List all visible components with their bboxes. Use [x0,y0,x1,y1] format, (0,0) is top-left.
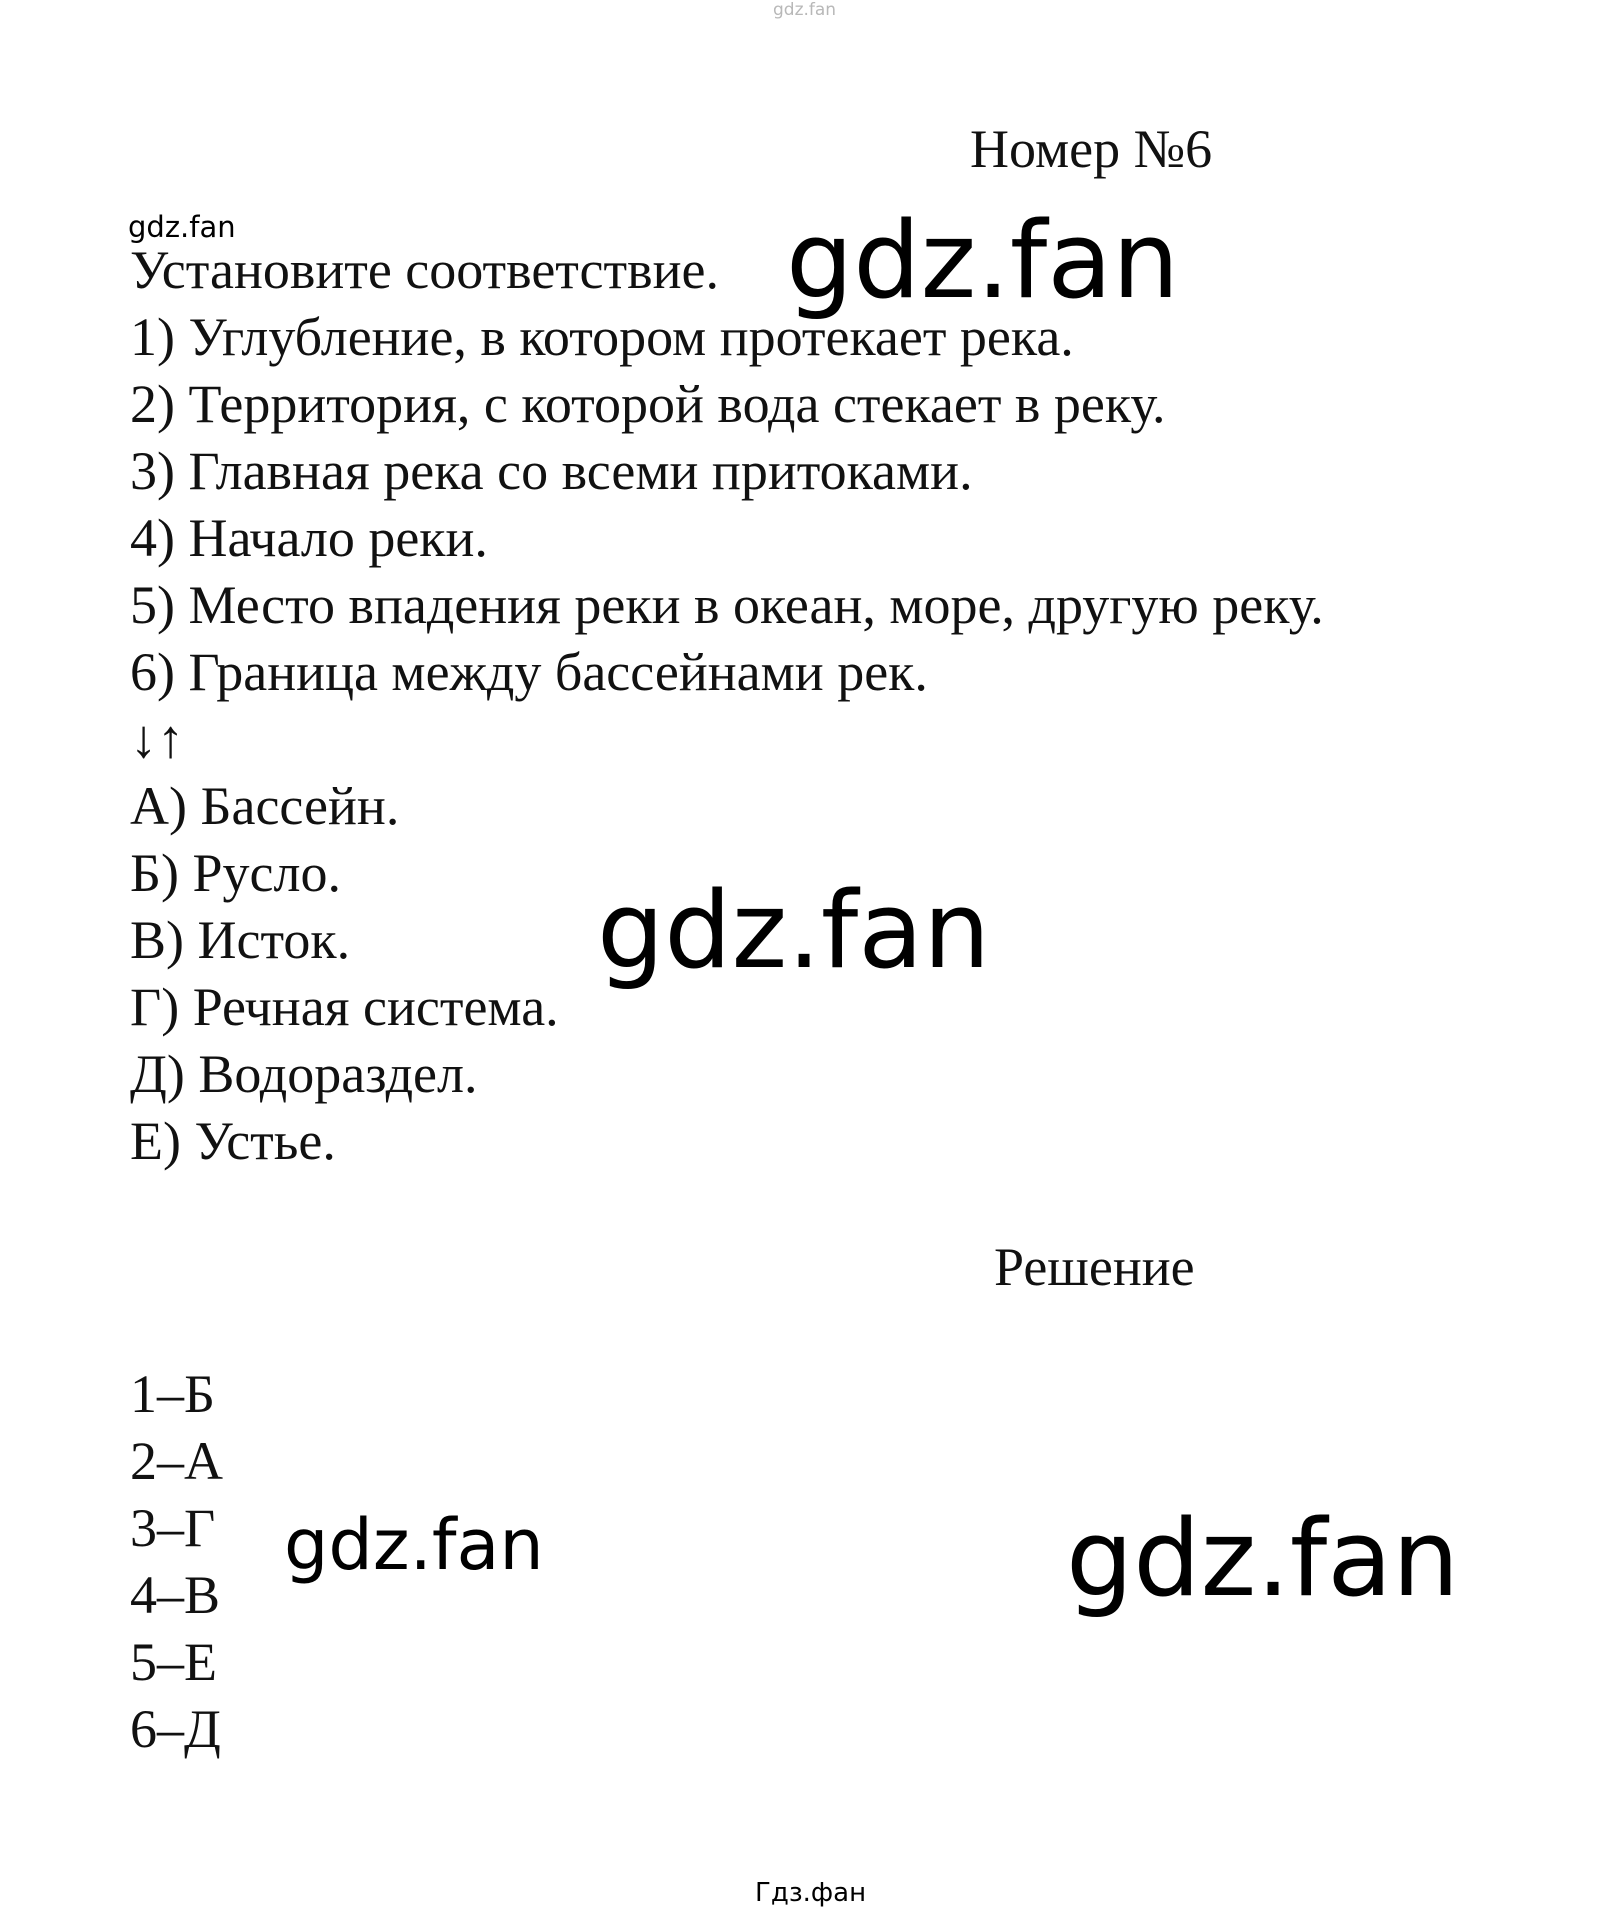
option-item: Е) Устье. [130,1111,336,1171]
answer-item: 6–Д [130,1699,221,1759]
option-item: А) Бассейн. [130,776,400,836]
task-item: 2) Территория, с которой вода стекает в реку. [130,374,1166,434]
task-block [130,237,1324,1175]
answer-item: 4–В [130,1565,221,1625]
answers-block [130,1361,223,1763]
answer-item: 2–А [130,1431,223,1491]
small-watermark: gdz.fan [128,210,236,244]
solution-title: Решение [994,1237,1195,1297]
answer-item: 3–Г [130,1498,216,1558]
watermark-large-middle: gdz.fan [597,869,991,992]
header-watermark: gdz.fan [773,0,837,20]
watermark-large-top: gdz.fan [786,199,1180,322]
task-item: 3) Главная река со всеми притоками. [130,441,973,501]
task-item: 4) Начало реки. [130,508,488,568]
watermark-medium: gdz.fan [284,1504,544,1586]
task-item: 5) Место впадения реки в океан, море, другую реку. [130,575,1324,635]
option-item: Б) Русло. [130,843,341,903]
option-item: В) Исток. [130,910,351,970]
page-title: Номер №6 [970,119,1213,179]
answer-item: 5–Е [130,1632,217,1692]
task-item: 6) Граница между бассейнами рек. [130,642,928,702]
watermark-large-bottom: gdz.fan [1066,1497,1460,1620]
task-item: 1) Углубление, в котором протекает река. [130,307,1074,367]
option-item: Г) Речная система. [130,977,559,1037]
answer-item: 1–Б [130,1364,216,1424]
footer-label: Гдз.фан [755,1878,867,1908]
option-item: Д) Водораздел. [130,1044,478,1104]
match-arrows: ↓↑ [130,709,184,769]
task-instruction: Установите соответствие. [130,240,719,300]
